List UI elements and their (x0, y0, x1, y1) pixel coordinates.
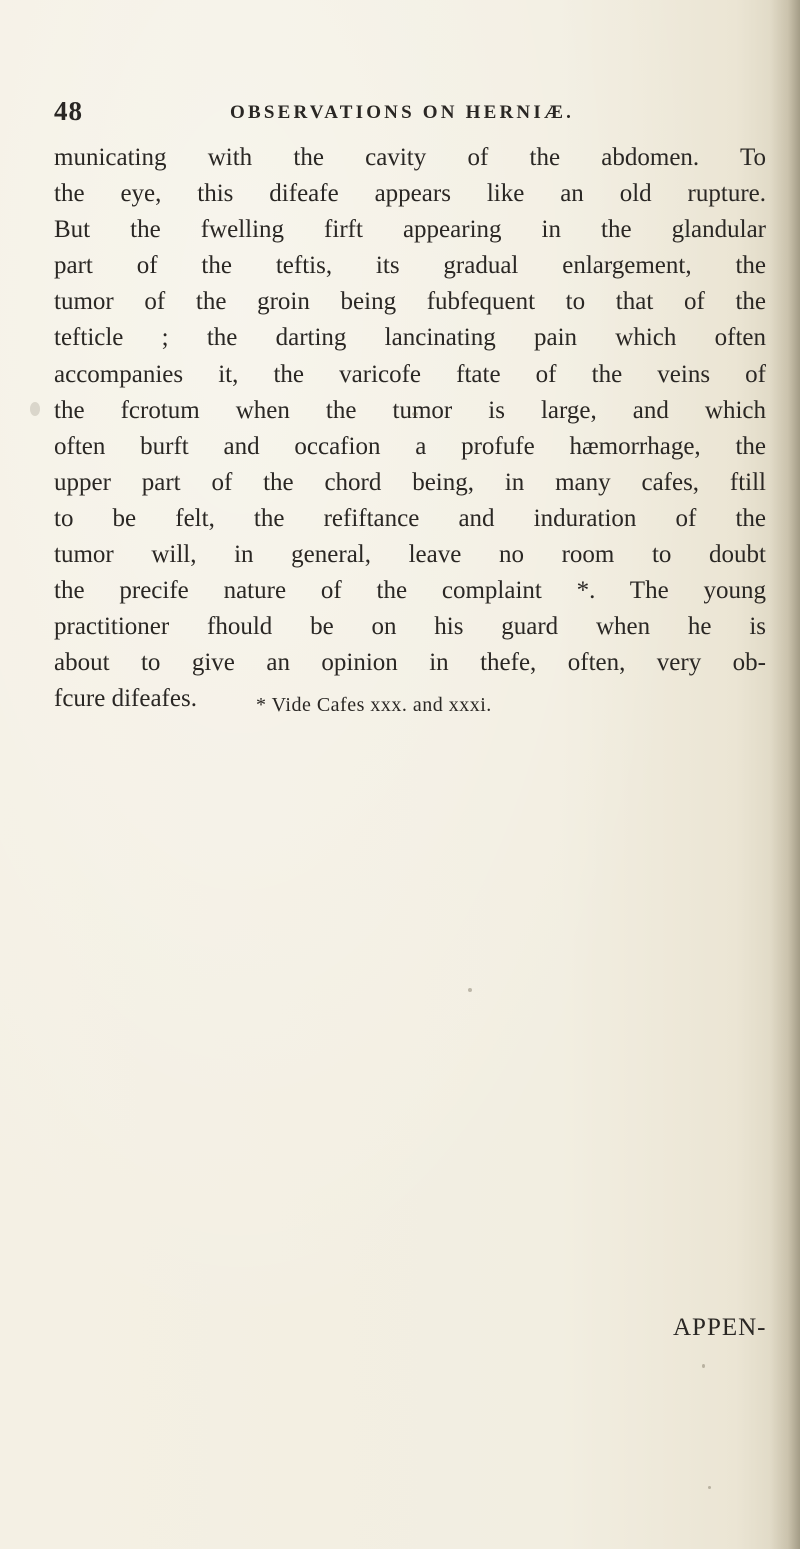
text-line: about to give an opinion in thefe, often, very ob- (54, 649, 766, 677)
text-line: accompanies it, the varicofe ftate of the veins of (54, 360, 766, 388)
text-line: the eye, this difeafe appears like an old rupture. (54, 180, 766, 208)
text-line: often burft and occafion a profufe hæmorrhage, the (54, 432, 766, 460)
page-edge-shadow (770, 0, 800, 1549)
page-number: 48 (54, 96, 83, 126)
body-text (54, 140, 766, 718)
text-line: practitioner fhould be on his guard when he is (54, 613, 766, 641)
paper-speck (708, 1486, 711, 1489)
paper-speck (468, 988, 472, 992)
text-line: upper part of the chord being, in many cafes, ftill (54, 468, 766, 496)
footnote: * Vide Cafes xxx. and xxxi. (256, 694, 492, 716)
catchword: APPEN- (673, 1314, 767, 1341)
text-line: the precife nature of the complaint *. The young (54, 577, 766, 605)
text-line: tumor will, in general, leave no room to doubt (54, 541, 766, 569)
paper-speck (412, 412, 418, 416)
text-line: the fcrotum when the tumor is large, and which (54, 396, 766, 424)
paper-speck (30, 402, 40, 416)
text-line: But the fwelling firft appearing in the glandular (54, 216, 766, 244)
text-line: tumor of the groin being fubfequent to that of the (54, 288, 766, 316)
text-line: municating with the cavity of the abdomen. To (54, 144, 766, 171)
text-line: fcure difeafes. (54, 685, 197, 713)
text-line: part of the teftis, its gradual enlargement, the (54, 252, 766, 280)
text-line: to be felt, the refiftance and induration of the (54, 504, 766, 532)
paper-speck (702, 1364, 705, 1368)
running-head-title: OBSERVATIONS ON HERNIÆ. (230, 102, 575, 123)
text-line: tefticle ; the darting lancinating pain which often (54, 324, 766, 352)
running-head (54, 96, 754, 136)
